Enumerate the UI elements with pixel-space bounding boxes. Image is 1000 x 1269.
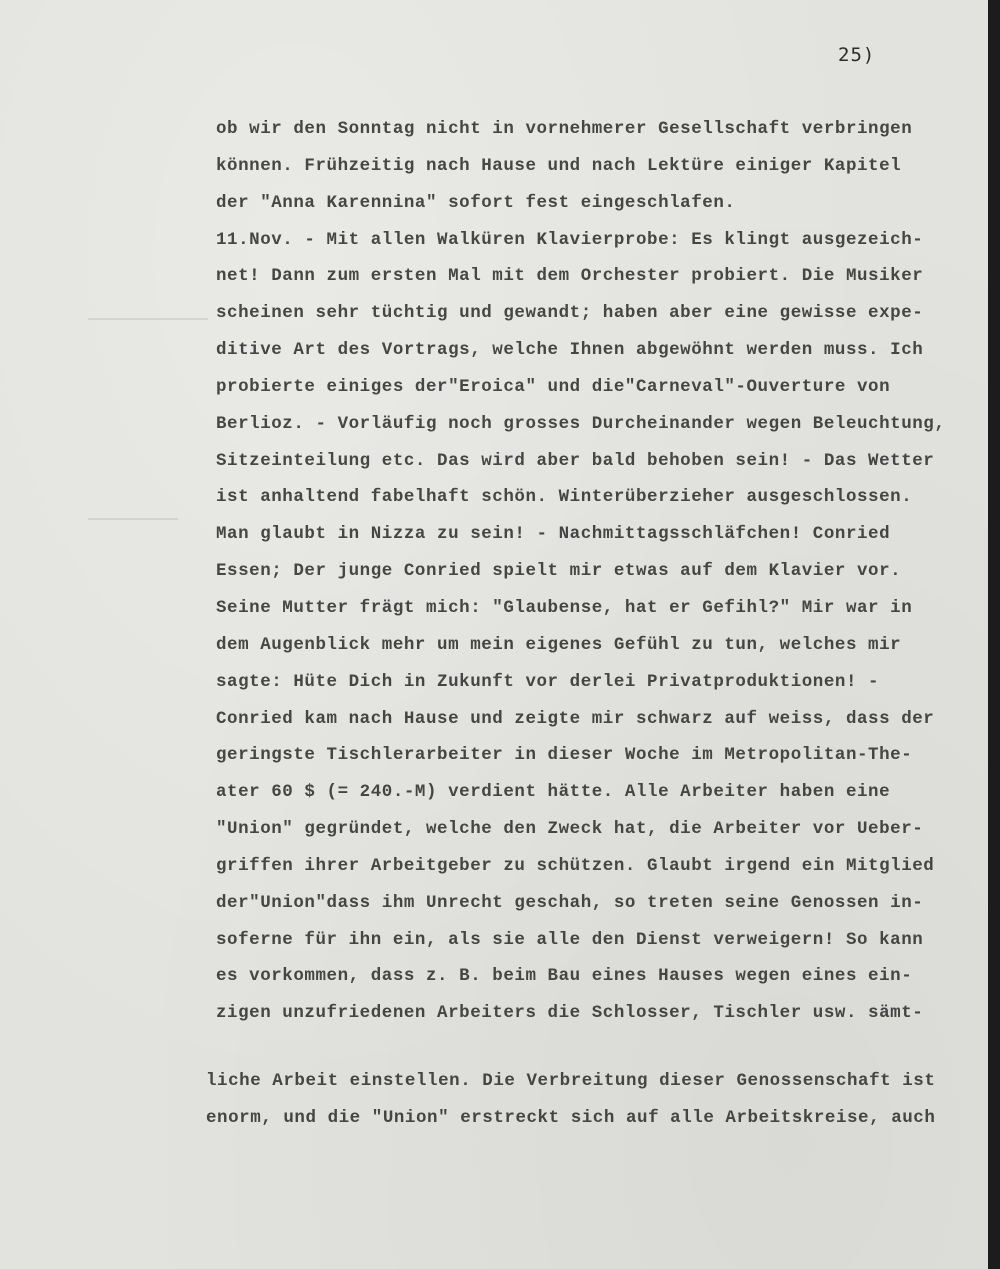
text-line: "Union" gegründet, welche den Zweck hat, die Arbeiter vor Ueber- (216, 819, 924, 839)
text-line: net! Dann zum ersten Mal mit dem Orchester probiert. Die Musiker (216, 266, 924, 286)
text-line: enorm, und die "Union" erstreckt sich auf alle Arbeitskreise, auch (206, 1108, 936, 1128)
text-line: soferne für ihn ein, als sie alle den Dienst verweigern! So kann (216, 930, 924, 950)
text-line: zigen unzufriedenen Arbeiters die Schlosser, Tischler usw. sämt- (216, 1003, 924, 1023)
text-line: griffen ihrer Arbeitgeber zu schützen. Glaubt irgend ein Mitglied (216, 856, 935, 876)
text-line: sagte: Hüte Dich in Zukunft vor derlei Privatproduktionen! - (216, 672, 880, 692)
text-line: ob wir den Sonntag nicht in vornehmerer Gesellschaft verbringen (216, 119, 913, 139)
paper-smudge (88, 318, 208, 320)
text-line: ater 60 $ (= 240.-M) verdient hätte. Alle Arbeiter haben eine (216, 782, 891, 802)
text-line: Man glaubt in Nizza zu sein! - Nachmittagsschläfchen! Conried (216, 524, 891, 544)
text-line: Berlioz. - Vorläufig noch grosses Durcheinander wegen Beleuchtung, (216, 414, 946, 434)
text-line: Conried kam nach Hause und zeigte mir schwarz auf weiss, dass der (216, 709, 935, 729)
text-line: Essen; Der junge Conried spielt mir etwas auf dem Klavier vor. (216, 561, 902, 581)
text-line: ist anhaltend fabelhaft schön. Winterüberzieher ausgeschlossen. (216, 487, 913, 507)
text-line: der"Union"dass ihm Unrecht geschah, so treten seine Genossen in- (216, 893, 924, 913)
text-line: 11.Nov. - Mit allen Walküren Klavierprobe: Es klingt ausgezeich- (216, 230, 924, 250)
text-line: es vorkommen, dass z. B. beim Bau eines Hauses wegen eines ein- (216, 966, 913, 986)
text-line: liche Arbeit einstellen. Die Verbreitung dieser Genossenschaft ist (206, 1071, 936, 1091)
text-line: geringste Tischlerarbeiter in dieser Woche im Metropolitan-The- (216, 745, 913, 765)
text-line: können. Frühzeitig nach Hause und nach Lektüre einiger Kapitel (216, 156, 902, 176)
text-line: Sitzeinteilung etc. Das wird aber bald behoben sein! - Das Wetter (216, 451, 935, 471)
text-line: scheinen sehr tüchtig und gewandt; haben aber eine gewisse expe- (216, 303, 924, 323)
page-number: 25) (838, 44, 876, 66)
text-line: der "Anna Karennina" sofort fest eingeschlafen. (216, 193, 736, 213)
text-line: probierte einiges der"Eroica" und die"Carneval"-Ouverture von (216, 377, 891, 397)
text-line: Seine Mutter frägt mich: "Glaubense, hat er Gefihl?" Mir war in (216, 598, 913, 618)
scan-edge (988, 0, 1000, 1269)
text-line: dem Augenblick mehr um mein eigenes Gefühl zu tun, welches mir (216, 635, 902, 655)
text-line: ditive Art des Vortrags, welche Ihnen abgewöhnt werden muss. Ich (216, 340, 924, 360)
paper-smudge (88, 518, 178, 520)
